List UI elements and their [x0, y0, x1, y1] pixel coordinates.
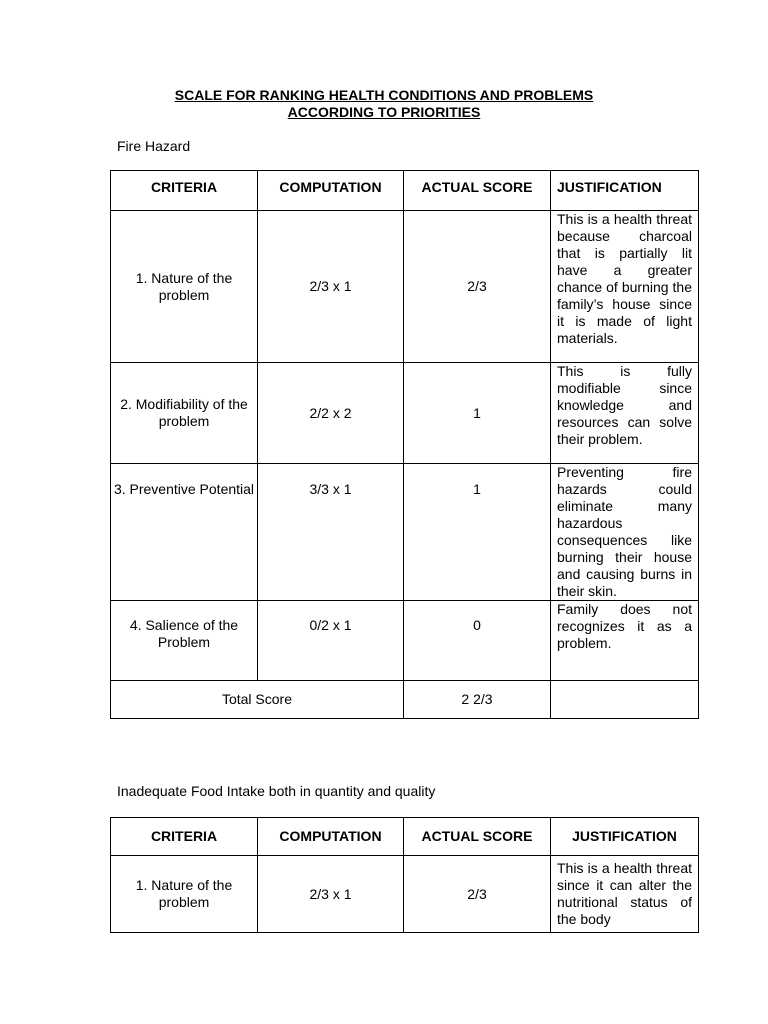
computation-cell: 2/2 x 2: [258, 363, 404, 464]
title-line-1: SCALE FOR RANKING HEALTH CONDITIONS AND PROBLEMS: [174, 87, 594, 103]
table-header-row: [111, 171, 699, 211]
table-row: [111, 464, 699, 601]
computation-cell: 3/3 x 1: [258, 464, 404, 601]
score-cell: 1: [404, 464, 551, 601]
total-justification-cell: [551, 681, 699, 719]
score-cell: 1: [404, 363, 551, 464]
justification-cell: This is a health threat since it can alter the nutritional status of the body: [551, 856, 699, 933]
criteria-cell: 4. Salience of the Problem: [111, 601, 258, 681]
total-row: [111, 681, 699, 719]
section-label-food-intake: Inadequate Food Intake both in quantity and quality: [117, 783, 436, 799]
fire-hazard-table: [110, 170, 699, 719]
total-score-value: 2 2/3: [404, 681, 551, 719]
computation-cell: 0/2 x 1: [258, 601, 404, 681]
header-justification: JUSTIFICATION: [551, 171, 699, 211]
justification-cell: This is fully modifiable since knowledge and resources can solve their problem.: [551, 363, 699, 464]
table-row: [111, 211, 699, 363]
title-line-2: ACCORDING TO PRIORITIES: [287, 104, 481, 120]
section-label-fire-hazard: Fire Hazard: [117, 138, 191, 154]
criteria-cell: 1. Nature of the problem: [111, 856, 258, 933]
criteria-cell: 3. Preventive Potential: [111, 464, 258, 601]
table-header-row: [111, 818, 699, 856]
header-criteria: CRITERIA: [111, 818, 258, 856]
score-cell: 0: [404, 601, 551, 681]
score-cell: 2/3: [404, 856, 551, 933]
computation-cell: 2/3 x 1: [258, 856, 404, 933]
computation-cell: 2/3 x 1: [258, 211, 404, 363]
header-computation: COMPUTATION: [258, 818, 404, 856]
header-computation: COMPUTATION: [258, 171, 404, 211]
header-criteria: CRITERIA: [111, 171, 258, 211]
total-score-label: Total Score: [111, 681, 404, 719]
score-cell: 2/3: [404, 211, 551, 363]
justification-cell: Family does not recognizes it as a problem.: [551, 601, 699, 681]
table-row: [111, 856, 699, 933]
header-actual-score: ACTUAL SCORE: [404, 818, 551, 856]
header-actual-score: ACTUAL SCORE: [404, 171, 551, 211]
table-row: [111, 601, 699, 681]
document-title: [0, 87, 768, 121]
food-intake-table: [110, 817, 699, 933]
justification-cell: Preventing fire hazards could eliminate many hazardous consequences like burning their house and causing burns in their skin.: [551, 464, 699, 601]
header-justification: JUSTIFICATION: [551, 818, 699, 856]
criteria-cell: 1. Nature of the problem: [111, 211, 258, 363]
table-row: [111, 363, 699, 464]
justification-cell: This is a health threat because charcoal that is partially lit have a greater chance of burning the family’s house since it is made of light materials.: [551, 211, 699, 363]
criteria-cell: 2. Modifiability of the problem: [111, 363, 258, 464]
